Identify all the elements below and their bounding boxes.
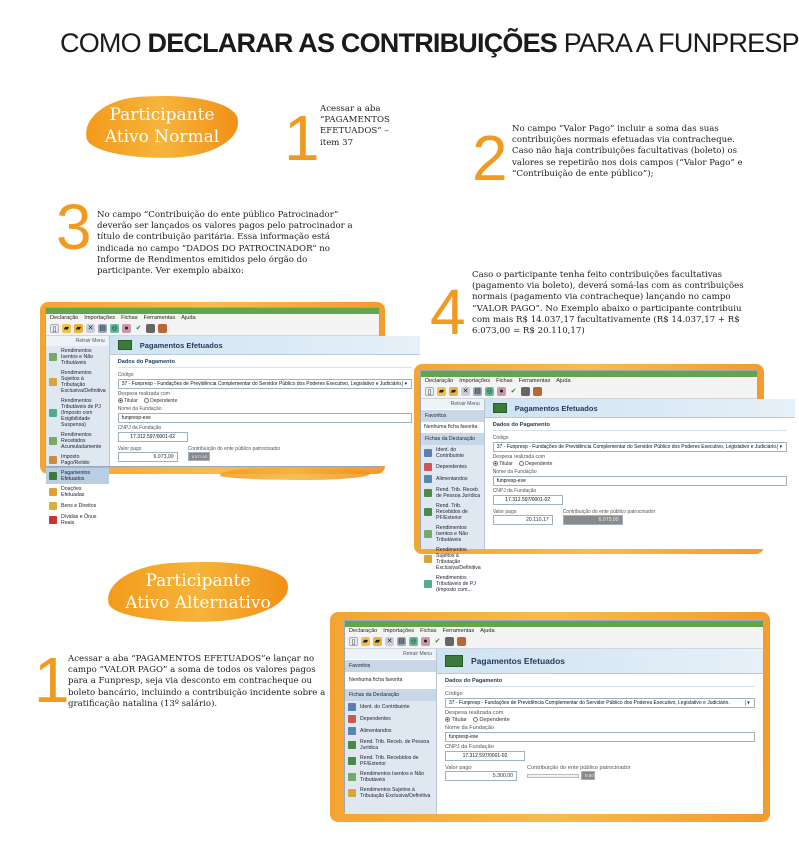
sidebar-item-label: Dependentes: [360, 716, 391, 722]
fichas-header[interactable]: Fichas da Declaração: [421, 432, 484, 445]
brush-stroke: [220, 468, 370, 480]
book-icon[interactable]: [533, 387, 542, 396]
delete-icon[interactable]: ✕: [386, 638, 393, 645]
search-icon[interactable]: ◎: [486, 388, 493, 395]
sidebar-item[interactable]: [421, 501, 484, 523]
retrair-menu[interactable]: Retrair Menu: [421, 399, 484, 409]
retrair-menu[interactable]: Retrair Menu: [345, 649, 436, 659]
title-bold: DECLARAR AS CONTRIBUIÇÕES: [147, 28, 558, 58]
cnpj-field[interactable]: 17.312.597/0001-02: [445, 751, 525, 761]
sidebar-item-label: Rendimentos Isentos e Não Tributáveis: [436, 525, 469, 543]
sidebar-item-label: Ident. do Contribuinte: [360, 704, 410, 710]
cnpj-label: CNPJ da Fundação: [492, 488, 537, 494]
sidebar-item-label: Alimentandos: [436, 476, 468, 482]
doc-icon: [49, 409, 57, 417]
values-row: [493, 507, 788, 525]
favoritos-header[interactable]: Favoritos: [421, 409, 484, 422]
sidebar: [345, 649, 437, 814]
radio-label: Titular: [499, 461, 513, 467]
check-icon[interactable]: ✔: [434, 638, 441, 645]
save-icon[interactable]: ▰: [374, 638, 381, 645]
despesa-label: Despesa realizada com: [117, 391, 170, 397]
sidebar-item-label: Rendimentos Sujeitos à Tributação Exclusiva/Definitiva: [61, 370, 106, 394]
sidebar-item-label: Rendimentos Tributáveis de PJ (Imposto com Exigibilidade Suspensa): [61, 398, 101, 428]
check-icon[interactable]: ✔: [135, 325, 142, 332]
cnpj-field[interactable]: 17.312.597/0001-02: [118, 432, 188, 442]
codigo-select[interactable]: [493, 442, 788, 452]
form-section-title: Dados do Pagamento: [445, 678, 755, 687]
sidebar-item[interactable]: [46, 452, 109, 468]
main-panel: [485, 399, 796, 549]
radio-dependente[interactable]: [144, 398, 178, 404]
nome-label: Nome da Fundação: [117, 406, 162, 412]
print-icon[interactable]: ▤: [99, 325, 106, 332]
new-icon[interactable]: ▯: [50, 324, 59, 333]
menu-item[interactable]: Importações: [383, 628, 415, 634]
sidebar-item[interactable]: [46, 512, 109, 528]
codigo-value: 37 - Funpresp - Fundações de Previdência Complementar do Servidor Público dos Poderes Executivo, Legislativo e Judiciário.: [449, 700, 730, 706]
nome-field[interactable]: funpresp-exe: [493, 476, 788, 486]
cnpj-label: CNPJ da Fundação: [117, 425, 162, 431]
user-icon: [424, 449, 432, 457]
sidebar: [421, 399, 485, 593]
sidebar-item[interactable]: [421, 573, 484, 595]
panel-title: Pagamentos Efetuados: [139, 340, 223, 350]
page-title: [60, 28, 799, 59]
sidebar-item[interactable]: [345, 785, 436, 801]
main-panel: [110, 336, 421, 466]
codigo-label: Código: [445, 691, 463, 697]
sidebar-item[interactable]: [421, 485, 484, 501]
codigo-select[interactable]: [118, 379, 413, 389]
menu-item[interactable]: Fichas: [121, 315, 138, 321]
values-row: [445, 763, 755, 781]
sidebar-item[interactable]: [46, 500, 109, 512]
section-title-ativo-alternativo: [114, 570, 282, 614]
cnpj-field[interactable]: 17.312.597/0001-02: [493, 495, 563, 505]
step-number: 2: [472, 122, 508, 194]
fichas-header[interactable]: Fichas da Declaração: [345, 688, 436, 701]
nenhuma-favorita: Nenhuma ficha favorita: [345, 672, 436, 688]
save-icon[interactable]: ▰: [450, 388, 457, 395]
radio-titular[interactable]: [118, 398, 138, 404]
screenshot-pagamentos-1: [45, 307, 408, 526]
despesa-label: Despesa realizada com: [492, 454, 545, 460]
sidebar-item-label: Rendimentos Recebidos Acumuladamente: [61, 432, 102, 450]
person-icon: [348, 757, 356, 765]
person-icon: [424, 508, 432, 516]
menu-bar: [46, 314, 379, 322]
doc-icon: [424, 555, 432, 563]
step-text: No campo “Contribuição do ente público Patrocinador” deverão ser lançados os valores pagos pelo patrocinador a título de contribuição paritária. Essa informação está indicada no campo “DADOS DO PATROCINADOR” no Informe de Rendimentos emitidos pelo órgão do participante. Ver exemplo abaixo:: [97, 210, 353, 277]
step-number: 1: [284, 102, 320, 174]
valor-label: Valor pago: [117, 446, 142, 452]
menu-item[interactable]: Importações: [459, 378, 491, 384]
book-icon[interactable]: [457, 637, 466, 646]
users-icon: [348, 727, 356, 735]
sidebar-item[interactable]: [421, 473, 484, 485]
sidebar-item[interactable]: [46, 368, 109, 396]
valor-label: Valor pago: [445, 765, 472, 771]
contrib-field[interactable]: 0,00: [581, 771, 595, 780]
step-text: Acessar a aba “PAGAMENTOS EFETUADOS”e lançar no campo “VALOR PAGO” a soma de todos os valores pagos para a Funpresp, seja via desconto em contracheque ou boleto bancário, incluindo a contribuição incidente sobre a gratificação natalina (13º salário).: [68, 654, 326, 709]
section2-line1: Participante: [145, 571, 251, 591]
sidebar-item[interactable]: [421, 523, 484, 545]
step-text: No campo “Valor Pago” incluir a soma das suas contribuições normais efetuadas via contracheque. Caso não haja contribuições facultativas (boleto) os valores se repetirão nos dois campos (“Valor Pago” e “Contribuição de ente público”);: [512, 124, 743, 179]
menu-item[interactable]: Ferramentas: [518, 378, 551, 384]
form-section-title: Dados do Pagamento: [118, 359, 413, 368]
despesa-radio-group: [445, 717, 755, 723]
user-icon[interactable]: ●: [497, 387, 506, 396]
menu-item[interactable]: Ajuda: [480, 628, 495, 634]
doc-icon: [49, 353, 57, 361]
menu-item[interactable]: Declaração: [349, 628, 378, 634]
nenhuma-favorita: Nenhuma ficha favorita: [421, 422, 484, 432]
step-number: 1: [34, 644, 70, 716]
sidebar-item[interactable]: [345, 753, 436, 769]
payment-form: [485, 418, 796, 529]
sidebar-item-label: Rendimentos Sujeitos à Tributação Exclusiva/Definitiva: [360, 787, 431, 799]
sidebar-item[interactable]: [345, 701, 436, 713]
valor-label: Valor pago: [492, 509, 517, 515]
radio-label: Dependente: [525, 461, 553, 467]
gift-icon: [49, 488, 57, 496]
radio-titular[interactable]: [445, 717, 467, 723]
valor-pago-field[interactable]: 6.073,00: [118, 452, 178, 462]
contrib-label: Contribuição do ente público patrocinador: [187, 446, 281, 452]
section1-line1: Participante: [109, 105, 215, 125]
toolbar: [421, 385, 757, 399]
section1-line2: Ativo Normal: [104, 127, 220, 147]
menu-item[interactable]: Ajuda: [181, 315, 196, 321]
print-icon[interactable]: ▤: [474, 388, 481, 395]
sidebar-item-label: Rendimentos Tributáveis de PJ (Imposto com...: [436, 575, 476, 593]
open-icon[interactable]: ▰: [438, 388, 445, 395]
coin-icon: [49, 456, 57, 464]
form-section-title: Dados do Pagamento: [493, 422, 788, 431]
house-icon: [49, 502, 57, 510]
chevron-down-icon: ▾: [745, 700, 751, 706]
sidebar-item-label: Rendimentos Isentos e Não Tributáveis: [360, 771, 425, 783]
menu-item[interactable]: Declaração: [50, 315, 79, 321]
money-icon: [118, 340, 132, 350]
menu-item[interactable]: Fichas: [420, 628, 437, 634]
radio-label: Titular: [451, 717, 467, 723]
search-icon[interactable]: ◎: [410, 638, 417, 645]
new-icon[interactable]: ▯: [349, 637, 358, 646]
doc-icon: [424, 580, 432, 588]
money-icon: [493, 403, 507, 413]
sidebar-item-label: Rend. Trib. Receb. de Pessoa Jurídica: [436, 487, 481, 499]
search-icon[interactable]: ◎: [111, 325, 118, 332]
title-pre: COMO: [60, 28, 148, 58]
nome-field[interactable]: funpresp-exe: [118, 413, 413, 423]
codigo-label: Código: [117, 372, 134, 378]
arrow-down-icon: [49, 516, 57, 524]
toolbar: [46, 322, 379, 336]
toolbar: [345, 635, 763, 649]
despesa-radio-group: [118, 398, 413, 404]
sidebar-item[interactable]: [421, 545, 484, 573]
delete-icon[interactable]: ✕: [462, 388, 469, 395]
panel-header: [485, 399, 796, 418]
sidebar-item[interactable]: [46, 346, 109, 368]
valor-pago-field[interactable]: 5.300,00: [445, 771, 517, 781]
book-icon[interactable]: [158, 324, 167, 333]
doc-icon: [49, 378, 57, 386]
despesa-label: Despesa realizada com: [445, 710, 504, 716]
doc-icon: [348, 773, 356, 781]
user-icon: [348, 703, 356, 711]
panel-title: Pagamentos Efetuados: [471, 656, 565, 666]
sidebar-item-label: Alimentandos: [360, 728, 392, 734]
print-icon[interactable]: ▤: [398, 638, 405, 645]
screenshot-pagamentos-3: [344, 620, 764, 812]
sidebar-item[interactable]: [46, 396, 109, 430]
radio-titular[interactable]: [493, 461, 513, 467]
sidebar-item-label: Dívidas e Ônus Reais: [61, 514, 97, 526]
panel-title: Pagamentos Efetuados: [514, 403, 598, 413]
contrib-spacer: [527, 774, 579, 778]
doc-icon[interactable]: [445, 637, 454, 646]
doc-icon: [424, 530, 432, 538]
despesa-radio-group: [493, 461, 788, 467]
radio-label: Titular: [124, 398, 138, 404]
money-icon: [49, 472, 57, 480]
contrib-field[interactable]: 6.073,00: [188, 452, 210, 461]
main-panel: [437, 649, 763, 814]
sidebar-item[interactable]: [421, 461, 484, 473]
sidebar-item-label: Rend. Trib. Recebidos de PF/Exterior: [360, 755, 419, 767]
sidebar: [46, 336, 110, 526]
chevron-down-icon: ▾: [402, 381, 408, 387]
sidebar-item-label: Dependentes: [436, 464, 467, 470]
codigo-select[interactable]: [445, 698, 755, 708]
nome-label: Nome da Fundação: [492, 469, 537, 475]
menu-item[interactable]: Ferramentas: [442, 628, 475, 634]
codigo-value: 37 - Funpresp - Fundações de Previdência Complementar do Servidor Público dos Poderes Executivo, Legislativo e Judiciário.: [496, 444, 778, 450]
save-icon[interactable]: ▰: [75, 325, 82, 332]
contrib-label: Contribuição do ente público patrocinador: [527, 765, 631, 771]
radio-label: Dependente: [150, 398, 178, 404]
open-icon[interactable]: ▰: [362, 638, 369, 645]
sidebar-item-label: Imposto Pago/Retido: [61, 454, 90, 466]
user-icon[interactable]: ●: [122, 324, 131, 333]
doc-icon[interactable]: [521, 387, 530, 396]
building-icon: [424, 489, 432, 497]
menu-bar: [345, 627, 763, 635]
sidebar-item-label: Ident. do Contribuinte: [436, 447, 464, 459]
nome-field[interactable]: funpresp-exe: [445, 732, 755, 742]
doc-icon: [49, 437, 57, 445]
title-post: PARA A FUNPRESP: [557, 28, 799, 58]
sidebar-item-label: Rendimentos Isentos e Não Tributáveis: [61, 348, 94, 366]
nome-label: Nome da Fundação: [445, 725, 495, 731]
radio-dependente[interactable]: [473, 717, 510, 723]
new-icon[interactable]: ▯: [425, 387, 434, 396]
sidebar-item-active[interactable]: [46, 468, 109, 484]
section2-line2: Ativo Alternativo: [125, 593, 271, 613]
valor-pago-field[interactable]: 20.110,17: [493, 515, 553, 525]
panel-header: [437, 649, 763, 674]
chevron-down-icon: ▾: [777, 444, 783, 450]
sidebar-item-label: Bens e Direitos: [61, 503, 97, 509]
sidebar-item[interactable]: [345, 725, 436, 737]
screenshot-pagamentos-2: [420, 370, 783, 593]
doc-icon: [348, 789, 356, 797]
payment-form: [437, 674, 763, 785]
sidebar-item-label: Rend. Trib. Recebidos de PF/Exterior: [436, 503, 468, 521]
doc-icon[interactable]: [146, 324, 155, 333]
building-icon: [348, 741, 356, 749]
delete-icon[interactable]: ✕: [87, 325, 94, 332]
step-number: 4: [430, 276, 466, 348]
menu-bar: [421, 377, 757, 385]
sidebar-item[interactable]: [46, 484, 109, 500]
open-icon[interactable]: ▰: [63, 325, 70, 332]
sidebar-item[interactable]: [345, 769, 436, 785]
panel-header: [110, 336, 421, 355]
users-icon: [424, 475, 432, 483]
users-icon: [348, 715, 356, 723]
section-title-ativo-normal: [92, 104, 232, 148]
sidebar-item[interactable]: [46, 430, 109, 452]
payment-form: [110, 355, 421, 466]
step-number: 3: [56, 191, 92, 263]
sidebar-item[interactable]: [345, 713, 436, 725]
menu-item[interactable]: Ferramentas: [143, 315, 176, 321]
contrib-field[interactable]: 6.073,00: [563, 515, 623, 525]
contrib-label: Contribuição do ente público patrocinador: [562, 509, 656, 515]
radio-dependente[interactable]: [519, 461, 553, 467]
codigo-value: 37 - Funpresp - Fundações de Previdência Complementar do Servidor Público dos Poderes Executivo, Legislativo e Judiciário.: [121, 381, 403, 387]
sidebar-item-label: Rend. Trib. Receb. de Pessoa Jurídica: [360, 739, 430, 751]
money-icon: [445, 655, 463, 667]
sidebar-item-label: Doações Efetuadas: [61, 486, 85, 498]
sidebar-item[interactable]: [345, 737, 436, 753]
menu-item[interactable]: Declaração: [425, 378, 454, 384]
user-icon[interactable]: ●: [421, 637, 430, 646]
values-row: [118, 444, 413, 462]
radio-label: Dependente: [479, 717, 510, 723]
menu-item[interactable]: Importações: [84, 315, 116, 321]
sidebar-item-label: Pagamentos Efetuados: [61, 470, 91, 482]
codigo-label: Código: [492, 435, 509, 441]
users-icon: [424, 463, 432, 471]
menu-item[interactable]: Ajuda: [556, 378, 571, 384]
step-text: Acessar a aba “PAGAMENTOS EFETUADOS” – item 37: [320, 104, 390, 148]
retrair-menu[interactable]: Retrair Menu: [46, 336, 109, 346]
step-text: Caso o participante tenha feito contribuições facultativas (pagamento via boleto), deverá somá-las com as contribuições normais (pagamento via contracheque) lançando no campo “VALOR PAGO”. No Exemplo abaixo o participante contribuiu com mais R$ 14.037,17 facultativamente (R$ 14.037,17 + R$ 6.073,00 = R$ 20.110,17): [472, 270, 744, 337]
menu-item[interactable]: Fichas: [496, 378, 513, 384]
sidebar-item[interactable]: [421, 445, 484, 461]
cnpj-label: CNPJ da Fundação: [445, 744, 494, 750]
check-icon[interactable]: ✔: [510, 388, 517, 395]
sidebar-item-label: Rendimentos Sujeitos à Tributação Exclusiva/Definitiva: [436, 547, 481, 571]
favoritos-header[interactable]: Favoritos: [345, 659, 436, 672]
